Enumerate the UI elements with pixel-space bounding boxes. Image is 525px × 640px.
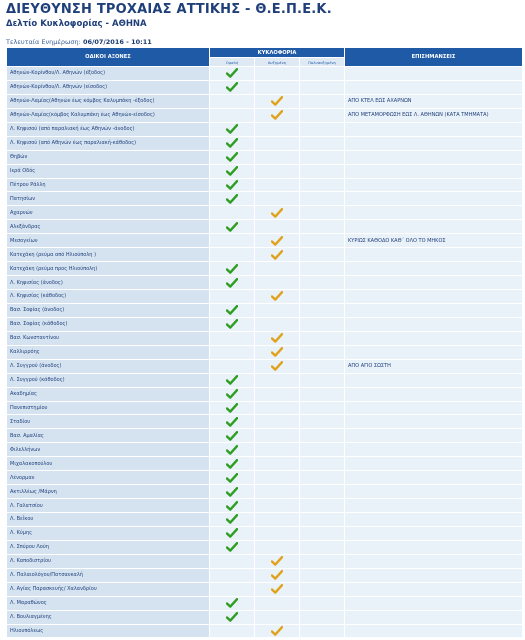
table-row (7, 276, 523, 290)
status-cell-normal (210, 178, 255, 192)
status-cell-normal (210, 429, 255, 443)
status-cell-increased (255, 596, 300, 610)
road-name: Λ. Κηφισού (από Αθηνών έως παραλιακή-κάθοδος) (7, 136, 210, 150)
status-cell-normal (210, 526, 255, 540)
status-cell-very-increased (300, 499, 345, 513)
road-note (345, 513, 523, 527)
status-cell-very-increased (300, 67, 345, 81)
status-cell-very-increased (300, 317, 345, 331)
last-update-label: Τελευταία Ενημέρωση: (6, 38, 81, 46)
status-cell-normal (210, 457, 255, 471)
status-cell-normal (210, 317, 255, 331)
green-check-icon (226, 514, 238, 524)
road-note (345, 178, 523, 192)
road-name: Βασ. Αμαλίας (7, 429, 210, 443)
status-cell-very-increased (300, 387, 345, 401)
status-cell-normal (210, 108, 255, 122)
green-check-icon (226, 487, 238, 497)
green-check-icon (226, 417, 238, 427)
status-cell-normal (210, 303, 255, 317)
status-cell-increased (255, 276, 300, 290)
table-row (7, 513, 523, 527)
road-note (345, 610, 523, 624)
subheader-very-increased: Πολυαυξημένη (300, 58, 345, 67)
road-note: ΚΥΡΙΩΣ ΚΑΘΟΔΟ ΚΑΘ΄ ΟΛΟ ΤΟ ΜΗΚΟΣ (345, 234, 523, 248)
road-note: ΑΠΟ ΚΤΕΛ ΕΩΣ ΑΧΑΡΝΩΝ (345, 94, 523, 108)
road-note (345, 192, 523, 206)
page-subtitle: Δελτίο Κυκλοφορίας - ΑΘΗΝΑ (6, 19, 147, 29)
table-row (7, 471, 523, 485)
road-note (345, 220, 523, 234)
status-cell-normal (210, 345, 255, 359)
status-cell-increased (255, 610, 300, 624)
road-name: Αθηνών-Κορίνθου/Λ. Αθηνών (έξοδος) (7, 67, 210, 81)
road-note (345, 443, 523, 457)
status-cell-normal (210, 80, 255, 94)
green-check-icon (226, 612, 238, 622)
table-row (7, 540, 523, 554)
status-cell-increased (255, 499, 300, 513)
status-cell-increased (255, 80, 300, 94)
status-cell-increased (255, 485, 300, 499)
status-cell-very-increased (300, 94, 345, 108)
status-cell-very-increased (300, 276, 345, 290)
status-cell-normal (210, 540, 255, 554)
orange-check-icon (271, 96, 283, 106)
status-cell-very-increased (300, 359, 345, 373)
status-cell-increased (255, 373, 300, 387)
status-cell-increased (255, 554, 300, 568)
table-row (7, 373, 523, 387)
status-cell-very-increased (300, 331, 345, 345)
last-update (6, 38, 152, 46)
road-note (345, 276, 523, 290)
orange-check-icon (271, 556, 283, 566)
status-cell-normal (210, 359, 255, 373)
road-note (345, 429, 523, 443)
status-cell-very-increased (300, 513, 345, 527)
last-update-value: 06/07/2016 - 10:11 (82, 38, 152, 46)
status-cell-increased (255, 345, 300, 359)
status-cell-very-increased (300, 150, 345, 164)
table-row (7, 499, 523, 513)
status-cell-increased (255, 359, 300, 373)
road-name: Φιλελλήνων (7, 443, 210, 457)
table-row (7, 122, 523, 136)
status-cell-normal (210, 290, 255, 304)
status-cell-increased (255, 206, 300, 220)
road-name: Μιχαλακοπούλου (7, 457, 210, 471)
orange-check-icon (271, 333, 283, 343)
green-check-icon (226, 319, 238, 329)
road-name: Πανεπιστημίου (7, 401, 210, 415)
status-cell-increased (255, 192, 300, 206)
green-check-icon (226, 180, 238, 190)
page-title: ΔΙΕΥΘΥΝΣΗ ΤΡΟΧΑΙΑΣ ΑΤΤΙΚΗΣ - Θ.Ε.Π.Ε.Κ. (6, 2, 332, 17)
status-cell-very-increased (300, 108, 345, 122)
road-note (345, 373, 523, 387)
road-note (345, 206, 523, 220)
orange-check-icon (271, 236, 283, 246)
road-name: Λ. Γαλατσίου (7, 499, 210, 513)
status-cell-normal (210, 513, 255, 527)
green-check-icon (226, 473, 238, 483)
status-cell-increased (255, 317, 300, 331)
green-check-icon (226, 152, 238, 162)
table-row (7, 485, 523, 499)
status-cell-normal (210, 624, 255, 638)
status-cell-normal (210, 471, 255, 485)
table-row (7, 150, 523, 164)
green-check-icon (226, 166, 238, 176)
road-name: Αθηνών-Λαμίας(Αθηνών έως κόμβος Καλυμπάκη -έξοδος) (7, 94, 210, 108)
road-name: Κατεχάκη (ρεύμα από Ηλιούπολη ) (7, 248, 210, 262)
road-note (345, 485, 523, 499)
road-note (345, 122, 523, 136)
table-row (7, 582, 523, 596)
road-name: Λ. Κηφισίας (κάθοδος) (7, 290, 210, 304)
road-name: Λ. Κηφισίας (άνοδος) (7, 276, 210, 290)
status-cell-increased (255, 290, 300, 304)
table-row (7, 303, 523, 317)
status-cell-increased (255, 429, 300, 443)
status-cell-very-increased (300, 624, 345, 638)
green-check-icon (226, 124, 238, 134)
road-name: Αλεξάνδρας (7, 220, 210, 234)
status-cell-increased (255, 540, 300, 554)
status-cell-normal (210, 554, 255, 568)
status-cell-normal (210, 331, 255, 345)
status-cell-normal (210, 206, 255, 220)
road-name: Βασ. Σοφίας (κάθοδος) (7, 317, 210, 331)
status-cell-very-increased (300, 457, 345, 471)
status-cell-very-increased (300, 206, 345, 220)
orange-check-icon (271, 110, 283, 120)
table-row (7, 387, 523, 401)
status-cell-increased (255, 443, 300, 457)
status-cell-increased (255, 568, 300, 582)
orange-check-icon (271, 291, 283, 301)
column-header-traffic: ΚΥΚΛΟΦΟΡΙΑ (210, 48, 345, 58)
road-name: Ιερά Οδός (7, 164, 210, 178)
table-row (7, 94, 523, 108)
road-note (345, 387, 523, 401)
status-cell-increased (255, 94, 300, 108)
road-name: Σταδίου (7, 415, 210, 429)
green-check-icon (226, 68, 238, 78)
status-cell-very-increased (300, 345, 345, 359)
status-cell-increased (255, 513, 300, 527)
column-header-notes: ΕΠΙΣΗΜΑΝΣΕΙΣ (345, 48, 523, 67)
table-row (7, 624, 523, 638)
road-name: Λ. Κηφισού (από παραλιακή έως Αθηνών -άνοδος) (7, 122, 210, 136)
status-cell-increased (255, 331, 300, 345)
road-name: Αθηνών-Λαμίας(κόμβος Καλυμπάκη έως Αθηνών-είσοδος) (7, 108, 210, 122)
table-row (7, 164, 523, 178)
status-cell-increased (255, 415, 300, 429)
road-note (345, 568, 523, 582)
table-row (7, 206, 523, 220)
road-name: Κατεχάκη (ρεύμα προς Ηλιούπολη) (7, 262, 210, 276)
table-row (7, 290, 523, 304)
road-name: Λ. Συγγρού (άνοδος) (7, 359, 210, 373)
orange-check-icon (271, 208, 283, 218)
road-note (345, 331, 523, 345)
road-note (345, 150, 523, 164)
road-note (345, 554, 523, 568)
road-note (345, 136, 523, 150)
status-cell-increased (255, 67, 300, 81)
status-cell-very-increased (300, 401, 345, 415)
road-note (345, 290, 523, 304)
table-row (7, 345, 523, 359)
status-cell-very-increased (300, 248, 345, 262)
green-check-icon (226, 278, 238, 288)
road-note (345, 526, 523, 540)
orange-check-icon (271, 626, 283, 636)
status-cell-increased (255, 150, 300, 164)
status-cell-very-increased (300, 234, 345, 248)
status-cell-very-increased (300, 122, 345, 136)
status-cell-very-increased (300, 290, 345, 304)
table-row (7, 317, 523, 331)
road-name: Λ. Βεΐκου (7, 513, 210, 527)
status-cell-very-increased (300, 164, 345, 178)
status-cell-very-increased (300, 485, 345, 499)
road-name: Αθηνών-Κορίνθου/Λ. Αθηνών (είσοδος) (7, 80, 210, 94)
table-row (7, 610, 523, 624)
status-cell-very-increased (300, 136, 345, 150)
status-cell-increased (255, 122, 300, 136)
road-note (345, 582, 523, 596)
status-cell-normal (210, 485, 255, 499)
status-cell-very-increased (300, 373, 345, 387)
road-name: Λ. Συγγρού (κάθοδος) (7, 373, 210, 387)
orange-check-icon (271, 570, 283, 580)
status-cell-very-increased (300, 303, 345, 317)
status-cell-normal (210, 387, 255, 401)
road-name: Λ. Βουλιαγμένης (7, 610, 210, 624)
status-cell-very-increased (300, 80, 345, 94)
green-check-icon (226, 222, 238, 232)
status-cell-increased (255, 108, 300, 122)
road-name: Λ. Καποδιστρίου (7, 554, 210, 568)
road-note (345, 345, 523, 359)
status-cell-increased (255, 471, 300, 485)
status-cell-normal (210, 248, 255, 262)
status-cell-normal (210, 568, 255, 582)
status-cell-very-increased (300, 192, 345, 206)
status-cell-normal (210, 582, 255, 596)
orange-check-icon (271, 361, 283, 371)
green-check-icon (226, 264, 238, 274)
road-note (345, 596, 523, 610)
road-name: Λ. Αγίας Παρασκευής/ Χαλανδρίου (7, 582, 210, 596)
road-note (345, 499, 523, 513)
status-cell-normal (210, 94, 255, 108)
road-name: Αχαρνών (7, 206, 210, 220)
table-row (7, 359, 523, 373)
road-note: ΑΠΟ ΜΕΤΑΜΟΡΦΩΣΗ ΕΩΣ Λ. ΑΘΗΝΩΝ (ΚΑΤΑ ΤΜΗΜΑΤΑ) (345, 108, 523, 122)
road-name: Λ. Κύμης (7, 526, 210, 540)
status-cell-normal (210, 401, 255, 415)
status-cell-increased (255, 526, 300, 540)
status-cell-very-increased (300, 178, 345, 192)
road-name: Πέτρου Ράλλη (7, 178, 210, 192)
green-check-icon (226, 82, 238, 92)
road-name: Βασ. Κωνσταντίνου (7, 331, 210, 345)
road-note (345, 415, 523, 429)
status-cell-normal (210, 373, 255, 387)
table-row (7, 568, 523, 582)
road-note (345, 67, 523, 81)
table-row (7, 192, 523, 206)
road-name: Λ. Παλαιολόγου/Πατσανκαλή (7, 568, 210, 582)
status-cell-normal (210, 192, 255, 206)
green-check-icon (226, 138, 238, 148)
status-cell-very-increased (300, 596, 345, 610)
table-row (7, 429, 523, 443)
status-cell-increased (255, 220, 300, 234)
status-cell-very-increased (300, 220, 345, 234)
green-check-icon (226, 542, 238, 552)
green-check-icon (226, 431, 238, 441)
orange-check-icon (271, 347, 283, 357)
status-cell-increased (255, 401, 300, 415)
status-cell-very-increased (300, 471, 345, 485)
table-row (7, 248, 523, 262)
status-cell-normal (210, 136, 255, 150)
road-name: Λ. Μαραθώνος (7, 596, 210, 610)
status-cell-very-increased (300, 443, 345, 457)
status-cell-normal (210, 415, 255, 429)
table-row (7, 457, 523, 471)
status-cell-normal (210, 276, 255, 290)
road-note (345, 248, 523, 262)
status-cell-increased (255, 624, 300, 638)
road-note (345, 624, 523, 638)
status-cell-normal (210, 234, 255, 248)
table-row (7, 262, 523, 276)
road-name: Ακτιλλέως /Μάρνη (7, 485, 210, 499)
road-note (345, 80, 523, 94)
status-cell-normal (210, 150, 255, 164)
status-cell-normal (210, 164, 255, 178)
road-note (345, 262, 523, 276)
status-cell-very-increased (300, 540, 345, 554)
status-cell-increased (255, 457, 300, 471)
table-row (7, 108, 523, 122)
table-row (7, 220, 523, 234)
status-cell-increased (255, 234, 300, 248)
green-check-icon (226, 305, 238, 315)
status-cell-very-increased (300, 429, 345, 443)
orange-check-icon (271, 584, 283, 594)
status-cell-very-increased (300, 582, 345, 596)
status-cell-very-increased (300, 526, 345, 540)
road-note (345, 457, 523, 471)
status-cell-very-increased (300, 554, 345, 568)
status-cell-normal (210, 220, 255, 234)
status-cell-increased (255, 387, 300, 401)
green-check-icon (226, 403, 238, 413)
status-cell-normal (210, 499, 255, 513)
green-check-icon (226, 528, 238, 538)
table-row (7, 596, 523, 610)
road-note (345, 303, 523, 317)
road-note: ΑΠΟ ΑΓΙΟ ΣΩΣΤΗ (345, 359, 523, 373)
table-row (7, 415, 523, 429)
subheader-increased: Αυξημένη (255, 58, 300, 67)
table-row (7, 401, 523, 415)
green-check-icon (226, 194, 238, 204)
column-header-roads: ΟΔΙΚΟΙ ΑΞΟΝΕΣ (7, 48, 210, 67)
status-cell-very-increased (300, 610, 345, 624)
table-row (7, 234, 523, 248)
status-cell-increased (255, 248, 300, 262)
road-name: Λένορμαν (7, 471, 210, 485)
status-cell-normal (210, 122, 255, 136)
status-cell-increased (255, 136, 300, 150)
road-name: Πατησίων (7, 192, 210, 206)
status-cell-increased (255, 303, 300, 317)
status-cell-normal (210, 262, 255, 276)
status-cell-increased (255, 164, 300, 178)
road-name: Ακαδημίας (7, 387, 210, 401)
status-cell-very-increased (300, 415, 345, 429)
status-cell-normal (210, 596, 255, 610)
table-row (7, 443, 523, 457)
status-cell-very-increased (300, 262, 345, 276)
road-name: Βασ. Σοφίας (άνοδος) (7, 303, 210, 317)
road-name: Ηλιουπόλεως (7, 624, 210, 638)
status-cell-normal (210, 67, 255, 81)
road-name: Καλλιρρόης (7, 345, 210, 359)
road-note (345, 317, 523, 331)
table-row (7, 554, 523, 568)
road-note (345, 540, 523, 554)
green-check-icon (226, 375, 238, 385)
table-row (7, 526, 523, 540)
status-cell-increased (255, 262, 300, 276)
orange-check-icon (271, 250, 283, 260)
road-note (345, 164, 523, 178)
subheader-normal: Ομαλή (210, 58, 255, 67)
status-cell-normal (210, 610, 255, 624)
traffic-table (6, 47, 523, 638)
table-row (7, 178, 523, 192)
green-check-icon (226, 445, 238, 455)
road-note (345, 401, 523, 415)
green-check-icon (226, 389, 238, 399)
road-name: Λ. Σπύρου Λούη (7, 540, 210, 554)
green-check-icon (226, 459, 238, 469)
road-name: Μεσογείων (7, 234, 210, 248)
status-cell-increased (255, 178, 300, 192)
green-check-icon (226, 501, 238, 511)
status-cell-normal (210, 443, 255, 457)
table-row (7, 67, 523, 81)
status-cell-increased (255, 582, 300, 596)
road-name: Θηβών (7, 150, 210, 164)
status-cell-very-increased (300, 568, 345, 582)
road-note (345, 471, 523, 485)
green-check-icon (226, 598, 238, 608)
table-row (7, 331, 523, 345)
table-row (7, 80, 523, 94)
table-row (7, 136, 523, 150)
